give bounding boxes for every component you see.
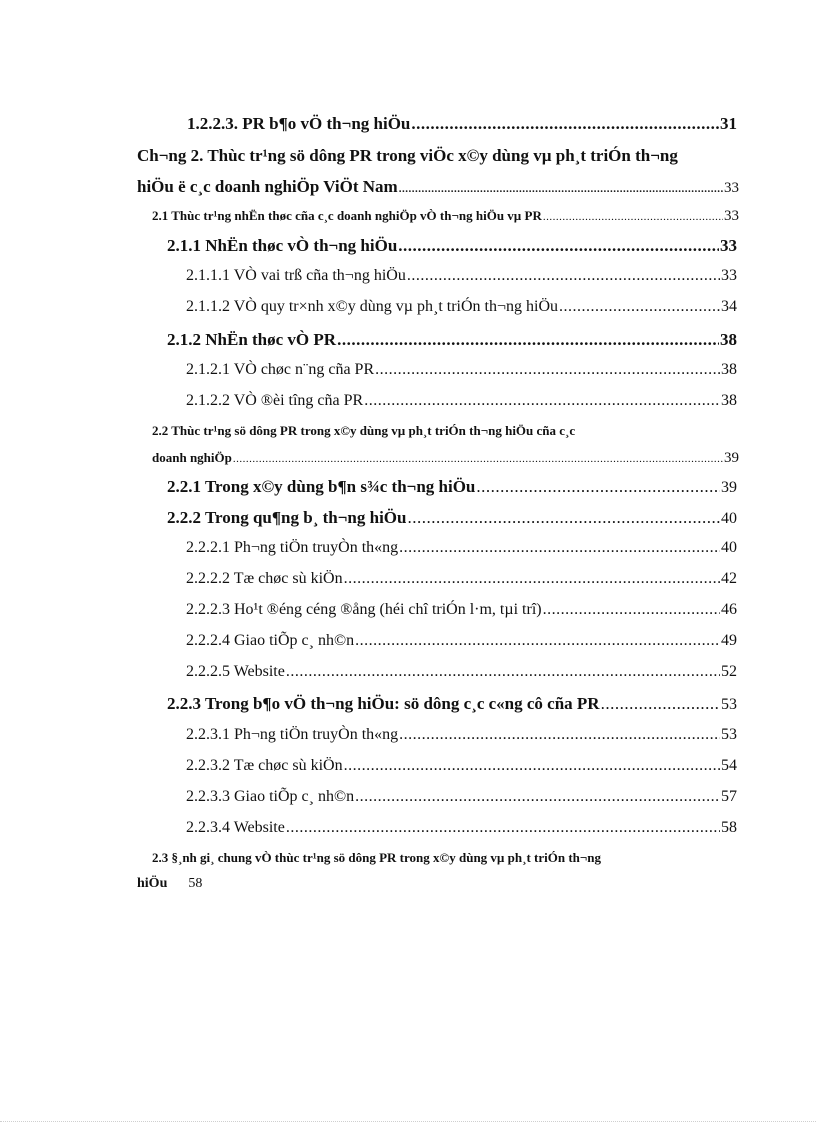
toc-page-number: 38 bbox=[720, 330, 737, 349]
toc-leader bbox=[399, 183, 723, 195]
toc-leader bbox=[408, 508, 721, 528]
toc-leader bbox=[355, 788, 720, 806]
toc-entry[interactable] bbox=[137, 146, 678, 166]
toc-entry-title: 2.2.2.4 Giao tiÕp c¸ nh©n bbox=[186, 632, 355, 649]
toc-page-number: 46 bbox=[721, 601, 737, 618]
toc-page-number: 54 bbox=[721, 757, 737, 774]
toc-entry-title: 2.2 Thùc tr¹ng sö dông PR trong x©y dùng vµ ph¸t triÓn th¬ng hiÖu cña c¸c bbox=[152, 423, 576, 438]
toc-page-number: 52 bbox=[721, 663, 737, 680]
toc-leader bbox=[344, 570, 720, 588]
toc-entry-title: 2.2.2.1 Ph¬ng tiÖn truyÒn th«ng bbox=[186, 539, 399, 556]
toc-page-number: 42 bbox=[721, 570, 737, 587]
toc-entry[interactable] bbox=[167, 330, 737, 350]
toc-entry[interactable] bbox=[186, 757, 737, 775]
toc-entry-title: doanh nghiÖp bbox=[152, 450, 232, 465]
toc-entry-title: 2.1.1.2 VÒ quy tr×nh x©y dùng vµ ph¸t triÓn th¬ng hiÖu bbox=[186, 298, 559, 315]
toc-entry[interactable] bbox=[186, 361, 737, 379]
toc-entry-title: 2.2.2.3 Ho¹t ®éng céng ®ång (héi chî triÓn l·m, tµi trî) bbox=[186, 601, 542, 618]
toc-leader bbox=[337, 330, 719, 350]
toc-page-number: 33 bbox=[721, 267, 737, 284]
toc-entry-title: 2.2.3 Trong b¶o vÖ th¬ng hiÖu: sö dông c¸c c«ng cô cña PR bbox=[167, 694, 600, 713]
toc-page-number: 38 bbox=[721, 361, 737, 378]
toc-entry-title: 2.2.3.2 Tæ chøc sù kiÖn bbox=[186, 757, 343, 774]
toc-leader bbox=[398, 236, 719, 256]
toc-leader bbox=[543, 601, 720, 619]
toc-page-number: 57 bbox=[721, 788, 737, 805]
toc-entry[interactable] bbox=[137, 876, 202, 892]
toc-leader bbox=[407, 267, 720, 285]
toc-entry-title: 2.3 §¸nh gi¸ chung vÒ thùc tr¹ng sö dông PR trong x©y dùng vµ ph¸t triÓn th¬ng bbox=[152, 850, 602, 865]
toc-entry[interactable] bbox=[152, 450, 739, 467]
toc-entry[interactable] bbox=[137, 177, 739, 197]
toc-entry-title: 2.1.1 NhËn thøc vÒ th¬ng hiÖu bbox=[167, 236, 398, 255]
toc-leader bbox=[286, 663, 720, 681]
toc-page-number: 33 bbox=[720, 236, 737, 255]
toc-page-number: 49 bbox=[721, 632, 737, 649]
toc-entry[interactable] bbox=[186, 392, 737, 410]
toc-entry-title: 1.2.2.3. PR b¶o vÖ th¬ng hiÖu bbox=[187, 114, 411, 133]
toc-entry[interactable] bbox=[186, 267, 737, 285]
toc-entry-title: 2.2.2.2 Tæ chøc sù kiÖn bbox=[186, 570, 343, 587]
toc-entry[interactable] bbox=[187, 114, 737, 134]
toc-leader bbox=[543, 211, 723, 223]
toc-leader bbox=[375, 361, 720, 379]
toc-entry[interactable] bbox=[186, 663, 737, 681]
toc-entry-title: Ch¬ng 2. Thùc tr¹ng sö dông PR trong viÖc x©y dùng vµ ph¸t triÓn th¬ng bbox=[137, 146, 678, 165]
toc-page-number: 33 bbox=[724, 208, 739, 224]
toc-entry-title: 2.1 Thùc tr¹ng nhËn thøc cña c¸c doanh nghiÖp vÒ th¬ng hiÖu vµ PR bbox=[152, 208, 542, 223]
toc-leader bbox=[344, 757, 720, 775]
toc-leader bbox=[233, 453, 723, 465]
toc-page-number: 39 bbox=[724, 450, 739, 466]
toc-page-number: 58 bbox=[721, 819, 737, 836]
toc-entry-title: 2.2.2.5 Website bbox=[186, 663, 285, 680]
toc-leader bbox=[559, 298, 720, 316]
toc-entry[interactable] bbox=[186, 570, 737, 588]
toc-entry-title: 2.1.1.1 VÒ vai trß cña th¬ng hiÖu bbox=[186, 267, 406, 284]
toc-entry[interactable] bbox=[186, 819, 737, 837]
toc-leader bbox=[601, 694, 720, 714]
toc-entry[interactable] bbox=[186, 632, 737, 650]
toc-leader bbox=[355, 632, 720, 650]
toc-entry-title: 2.2.1 Trong x©y dùng b¶n s¾c th¬ng hiÖu bbox=[167, 477, 476, 496]
toc-entry-title: 2.1.2 NhËn thøc vÒ PR bbox=[167, 330, 337, 349]
toc-page-number: 40 bbox=[721, 539, 737, 556]
toc-leader bbox=[399, 539, 720, 557]
toc-entry[interactable] bbox=[152, 208, 739, 225]
toc-entry[interactable] bbox=[167, 694, 737, 714]
toc-entry[interactable] bbox=[152, 423, 575, 439]
toc-entry-title: 2.2.3.1 Ph¬ng tiÖn truyÒn th«ng bbox=[186, 726, 399, 743]
toc-leader bbox=[364, 392, 720, 410]
toc-page-number: 53 bbox=[721, 696, 737, 713]
toc-entry-title: hiÖu bbox=[137, 876, 168, 891]
toc-entry[interactable] bbox=[186, 788, 737, 806]
toc-leader bbox=[399, 726, 720, 744]
toc-entry[interactable] bbox=[186, 726, 737, 744]
toc-leader bbox=[286, 819, 720, 837]
toc-entry[interactable] bbox=[186, 539, 737, 557]
page-edge-rule bbox=[0, 1121, 816, 1122]
toc-entry[interactable] bbox=[186, 298, 737, 316]
toc-entry[interactable] bbox=[152, 850, 601, 866]
toc-page-number: 53 bbox=[721, 726, 737, 743]
toc-page-number: 39 bbox=[721, 479, 737, 496]
toc-entry-title: 2.1.2.2 VÒ ®èi tîng cña PR bbox=[186, 392, 364, 409]
toc-leader bbox=[411, 114, 719, 134]
toc-entry-title: 2.2.2 Trong qu¶ng b¸ th¬ng hiÖu bbox=[167, 508, 407, 527]
toc-entry-title: 2.1.2.1 VÒ chøc n¨ng cña PR bbox=[186, 361, 375, 378]
toc-entry-title: 2.2.3.4 Website bbox=[186, 819, 285, 836]
toc-entry[interactable] bbox=[167, 236, 737, 256]
toc-page-number: 31 bbox=[720, 114, 737, 133]
toc-entry[interactable] bbox=[167, 477, 737, 497]
toc-page-number: 33 bbox=[724, 180, 739, 196]
toc-entry[interactable] bbox=[167, 508, 737, 528]
toc-page-number: 40 bbox=[721, 510, 737, 527]
toc-entry[interactable] bbox=[186, 601, 737, 619]
toc-leader bbox=[476, 477, 720, 497]
toc-page-number: 58 bbox=[188, 876, 203, 891]
toc-page-number: 38 bbox=[721, 392, 737, 409]
toc-page-number: 34 bbox=[721, 298, 737, 315]
toc-entry-title: hiÖu ë c¸c doanh nghiÖp ViÖt Nam bbox=[137, 177, 398, 196]
toc-entry-title: 2.2.3.3 Giao tiÕp c¸ nh©n bbox=[186, 788, 355, 805]
